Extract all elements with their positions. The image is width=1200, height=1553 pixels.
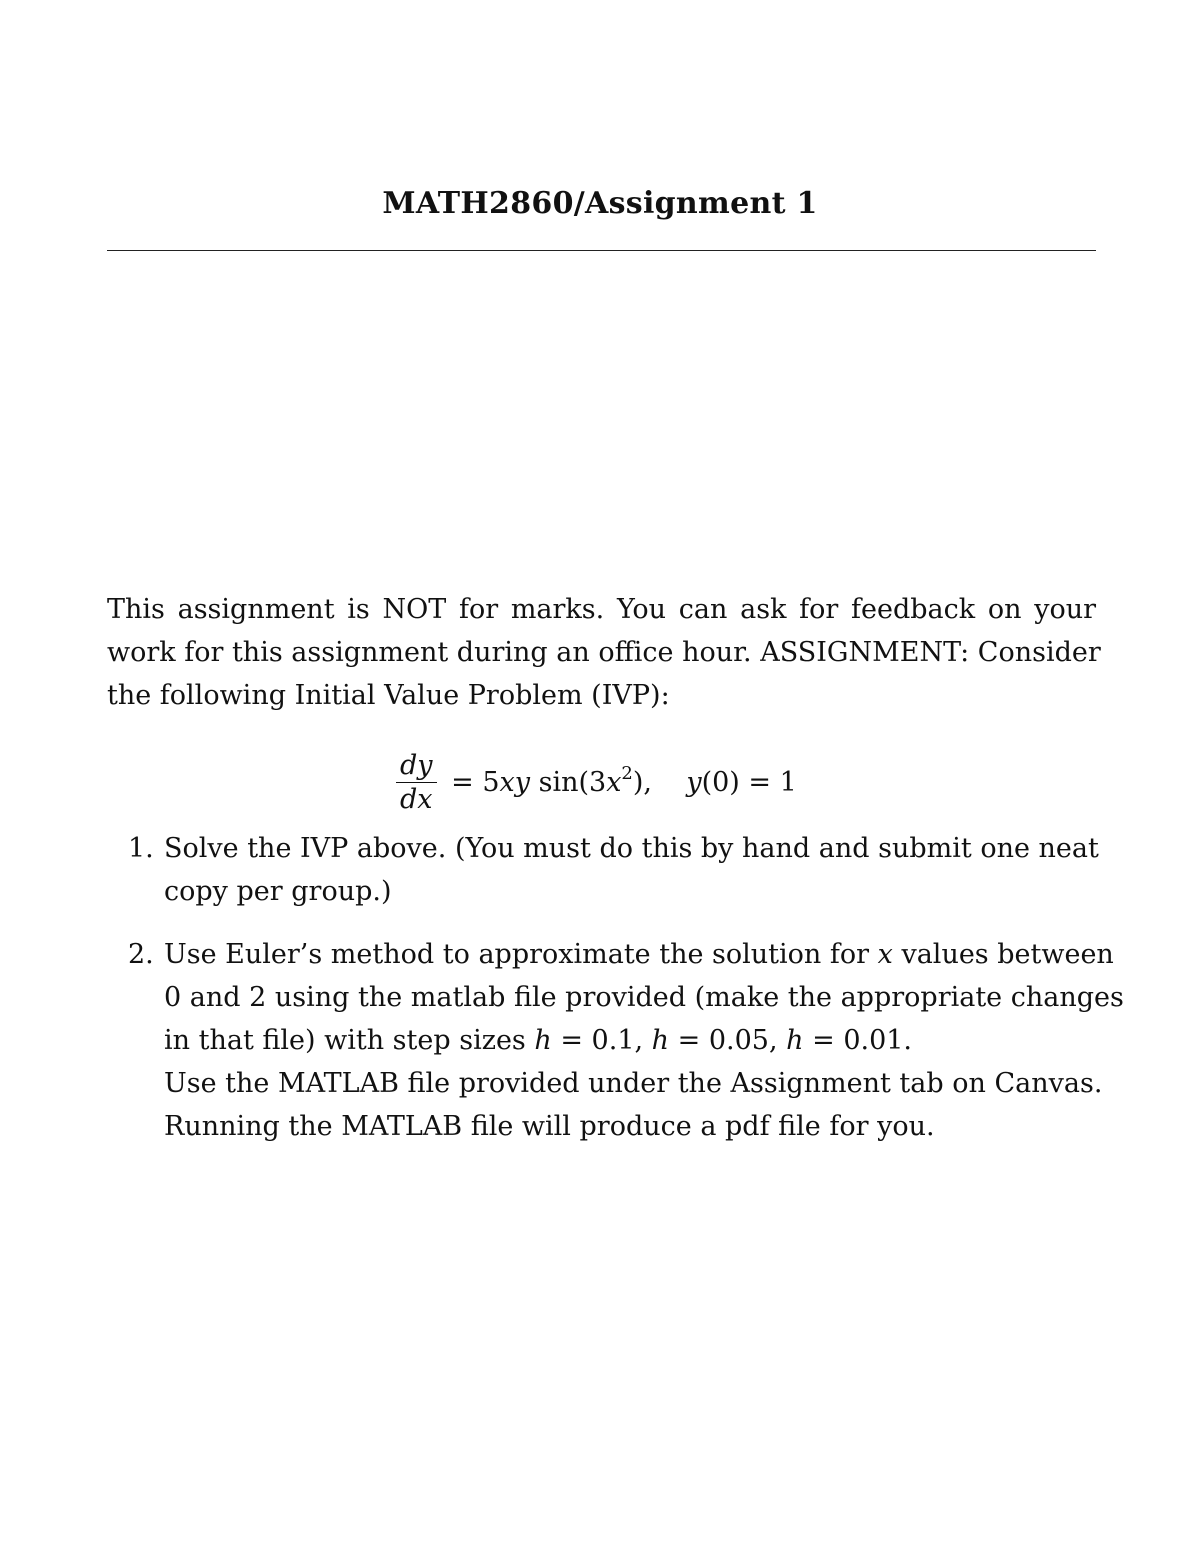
- intro-line: the following Initial Value Problem (IVP):: [107, 680, 670, 711]
- list-item-line: [164, 933, 1114, 976]
- rhs-variables: xy: [499, 766, 530, 798]
- fraction-numerator: dy: [400, 749, 433, 781]
- line-text: Use Euler’s method to approximate the solution for: [164, 939, 878, 970]
- initial-condition-var: y: [686, 766, 702, 798]
- list-item-line: copy per group.): [164, 876, 392, 907]
- line-text: values between: [892, 939, 1114, 970]
- list-item-line: Solve the IVP above. (You must do this by hand and submit one neat: [164, 833, 1099, 864]
- intro-paragraph: [107, 588, 1101, 717]
- h-variable: h: [651, 1025, 670, 1056]
- initial-condition: (0) = 1: [701, 766, 797, 798]
- rhs-exponent: 2: [621, 762, 633, 784]
- equation-rhs: [442, 762, 797, 798]
- intro-line: work for this assignment during an office hour. ASSIGNMENT: Consider: [107, 637, 1101, 668]
- h-variable: h: [534, 1025, 552, 1056]
- h-variable: h: [786, 1025, 804, 1056]
- list-item: [128, 933, 1124, 1148]
- list-item-number: 1.: [128, 833, 154, 864]
- rhs-close: ),: [632, 766, 687, 798]
- title-rule: [107, 250, 1096, 251]
- list-item-line: 0 and 2 using the matlab file provided (make the appropriate changes: [164, 982, 1124, 1013]
- list-item-line: Use the MATLAB file provided under the Assignment tab on Canvas.: [164, 1068, 1103, 1099]
- list-item-line: [164, 1019, 1096, 1062]
- rhs-sin: sin(3: [530, 766, 607, 798]
- ivp-equation: [396, 742, 797, 822]
- intro-line: This assignment is NOT for marks. You can ask for feedback on your: [107, 594, 1096, 625]
- line-text: in that file) with step sizes: [164, 1025, 535, 1056]
- step-size: = 0.01.: [803, 1025, 913, 1056]
- page-title: MATH2860/Assignment 1: [382, 186, 818, 221]
- fraction-denominator: dx: [400, 783, 433, 815]
- list-item: [128, 827, 1099, 913]
- list-item-line: Running the MATLAB file will produce a pdf file for you.: [164, 1111, 935, 1142]
- rhs-prefix: = 5: [442, 766, 500, 798]
- x-variable: x: [877, 939, 893, 970]
- derivative-fraction: [396, 749, 437, 816]
- step-size: = 0.1,: [551, 1025, 652, 1056]
- list-item-number: 2.: [128, 939, 154, 970]
- rhs-x: x: [606, 766, 622, 798]
- step-size: = 0.05,: [669, 1025, 787, 1056]
